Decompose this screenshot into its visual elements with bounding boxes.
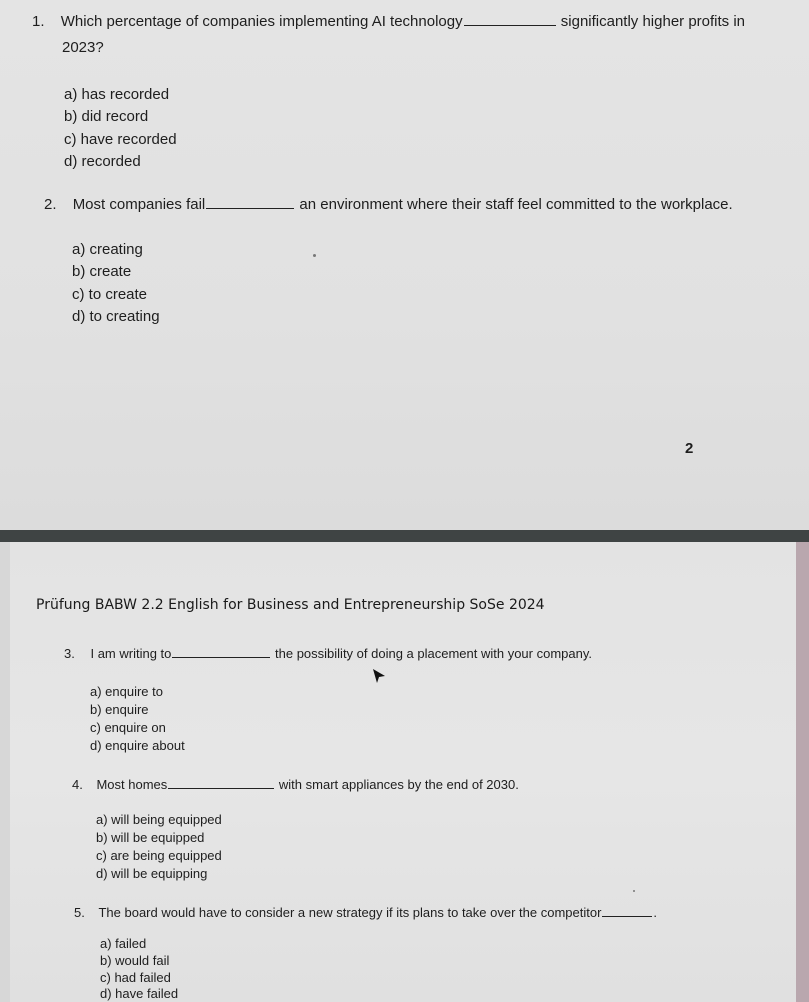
question-3-option-a[interactable]: a) enquire to (90, 684, 163, 699)
question-1-line2: 2023? (62, 39, 104, 56)
question-1-option-c[interactable]: c) have recorded (64, 131, 177, 148)
question-2-text-before: Most companies fail (72, 196, 206, 213)
question-5-blank (602, 915, 652, 917)
exam-title: Prüfung BABW 2.2 English for Business and Entrepreneurship SoSe 2024 (36, 597, 545, 613)
question-2-blank (206, 207, 294, 209)
question-5-number: 5. (74, 905, 85, 920)
question-4-option-a[interactable]: a) will being equipped (96, 812, 222, 827)
question-3-option-d[interactable]: d) enquire about (90, 738, 185, 753)
question-2-option-b[interactable]: b) create (72, 263, 132, 280)
question-4-option-b[interactable]: b) will be equipped (96, 830, 205, 845)
question-1 (32, 13, 745, 30)
question-4-number: 4. (72, 777, 83, 792)
question-2 (44, 196, 733, 213)
question-2-text-after: an environment where their staff feel committed to the workplace. (299, 196, 733, 213)
question-3-option-c[interactable]: c) enquire on (90, 720, 166, 735)
question-1-option-d[interactable]: d) recorded (64, 153, 141, 170)
question-4-text-after: with smart appliances by the end of 2030. (278, 777, 519, 792)
question-1-text-before: Which percentage of companies implementing AI technology (60, 13, 463, 30)
question-2-option-a[interactable]: a) creating (72, 241, 143, 258)
question-2-option-d[interactable]: d) to creating (72, 308, 160, 325)
question-3-option-b[interactable]: b) enquire (90, 702, 149, 717)
question-3-number: 3. (64, 646, 75, 661)
question-1-option-a[interactable]: a) has recorded (64, 86, 170, 103)
question-4-option-c[interactable]: c) are being equipped (96, 848, 222, 863)
question-3-text-after: the possibility of doing a placement with your company. (275, 646, 592, 661)
question-1-option-b[interactable]: b) did record (64, 108, 149, 125)
question-4-option-d[interactable]: d) will be equipping (96, 866, 208, 881)
paper-speck-2 (633, 890, 635, 892)
question-3 (64, 646, 592, 661)
question-3-text-before: I am writing to (90, 646, 172, 661)
page-divider (0, 530, 809, 542)
question-1-text-after: significantly higher profits in (560, 13, 746, 30)
page-number: 2 (685, 440, 694, 457)
question-5-option-a[interactable]: a) failed (100, 936, 147, 951)
question-4-blank (168, 787, 274, 789)
mouse-cursor-icon (371, 668, 387, 688)
question-2-option-c[interactable]: c) to create (72, 286, 148, 303)
question-5-text-after: . (653, 905, 658, 920)
question-5-option-d[interactable]: d) have failed (100, 986, 179, 1001)
question-1-number: 1. (32, 13, 45, 30)
question-4-text-before: Most homes (96, 777, 168, 792)
page-edge (796, 542, 809, 1002)
question-5 (74, 905, 657, 920)
question-5-text-before: The board would have to consider a new strategy if its plans to take over the competitor (98, 905, 602, 920)
question-4 (72, 777, 519, 792)
question-1-blank (464, 24, 556, 26)
paper-speck (313, 254, 316, 257)
question-5-option-b[interactable]: b) would fail (100, 953, 170, 968)
question-2-number: 2. (44, 196, 57, 213)
question-3-blank (172, 656, 270, 658)
question-5-option-c[interactable]: c) had failed (100, 970, 171, 985)
